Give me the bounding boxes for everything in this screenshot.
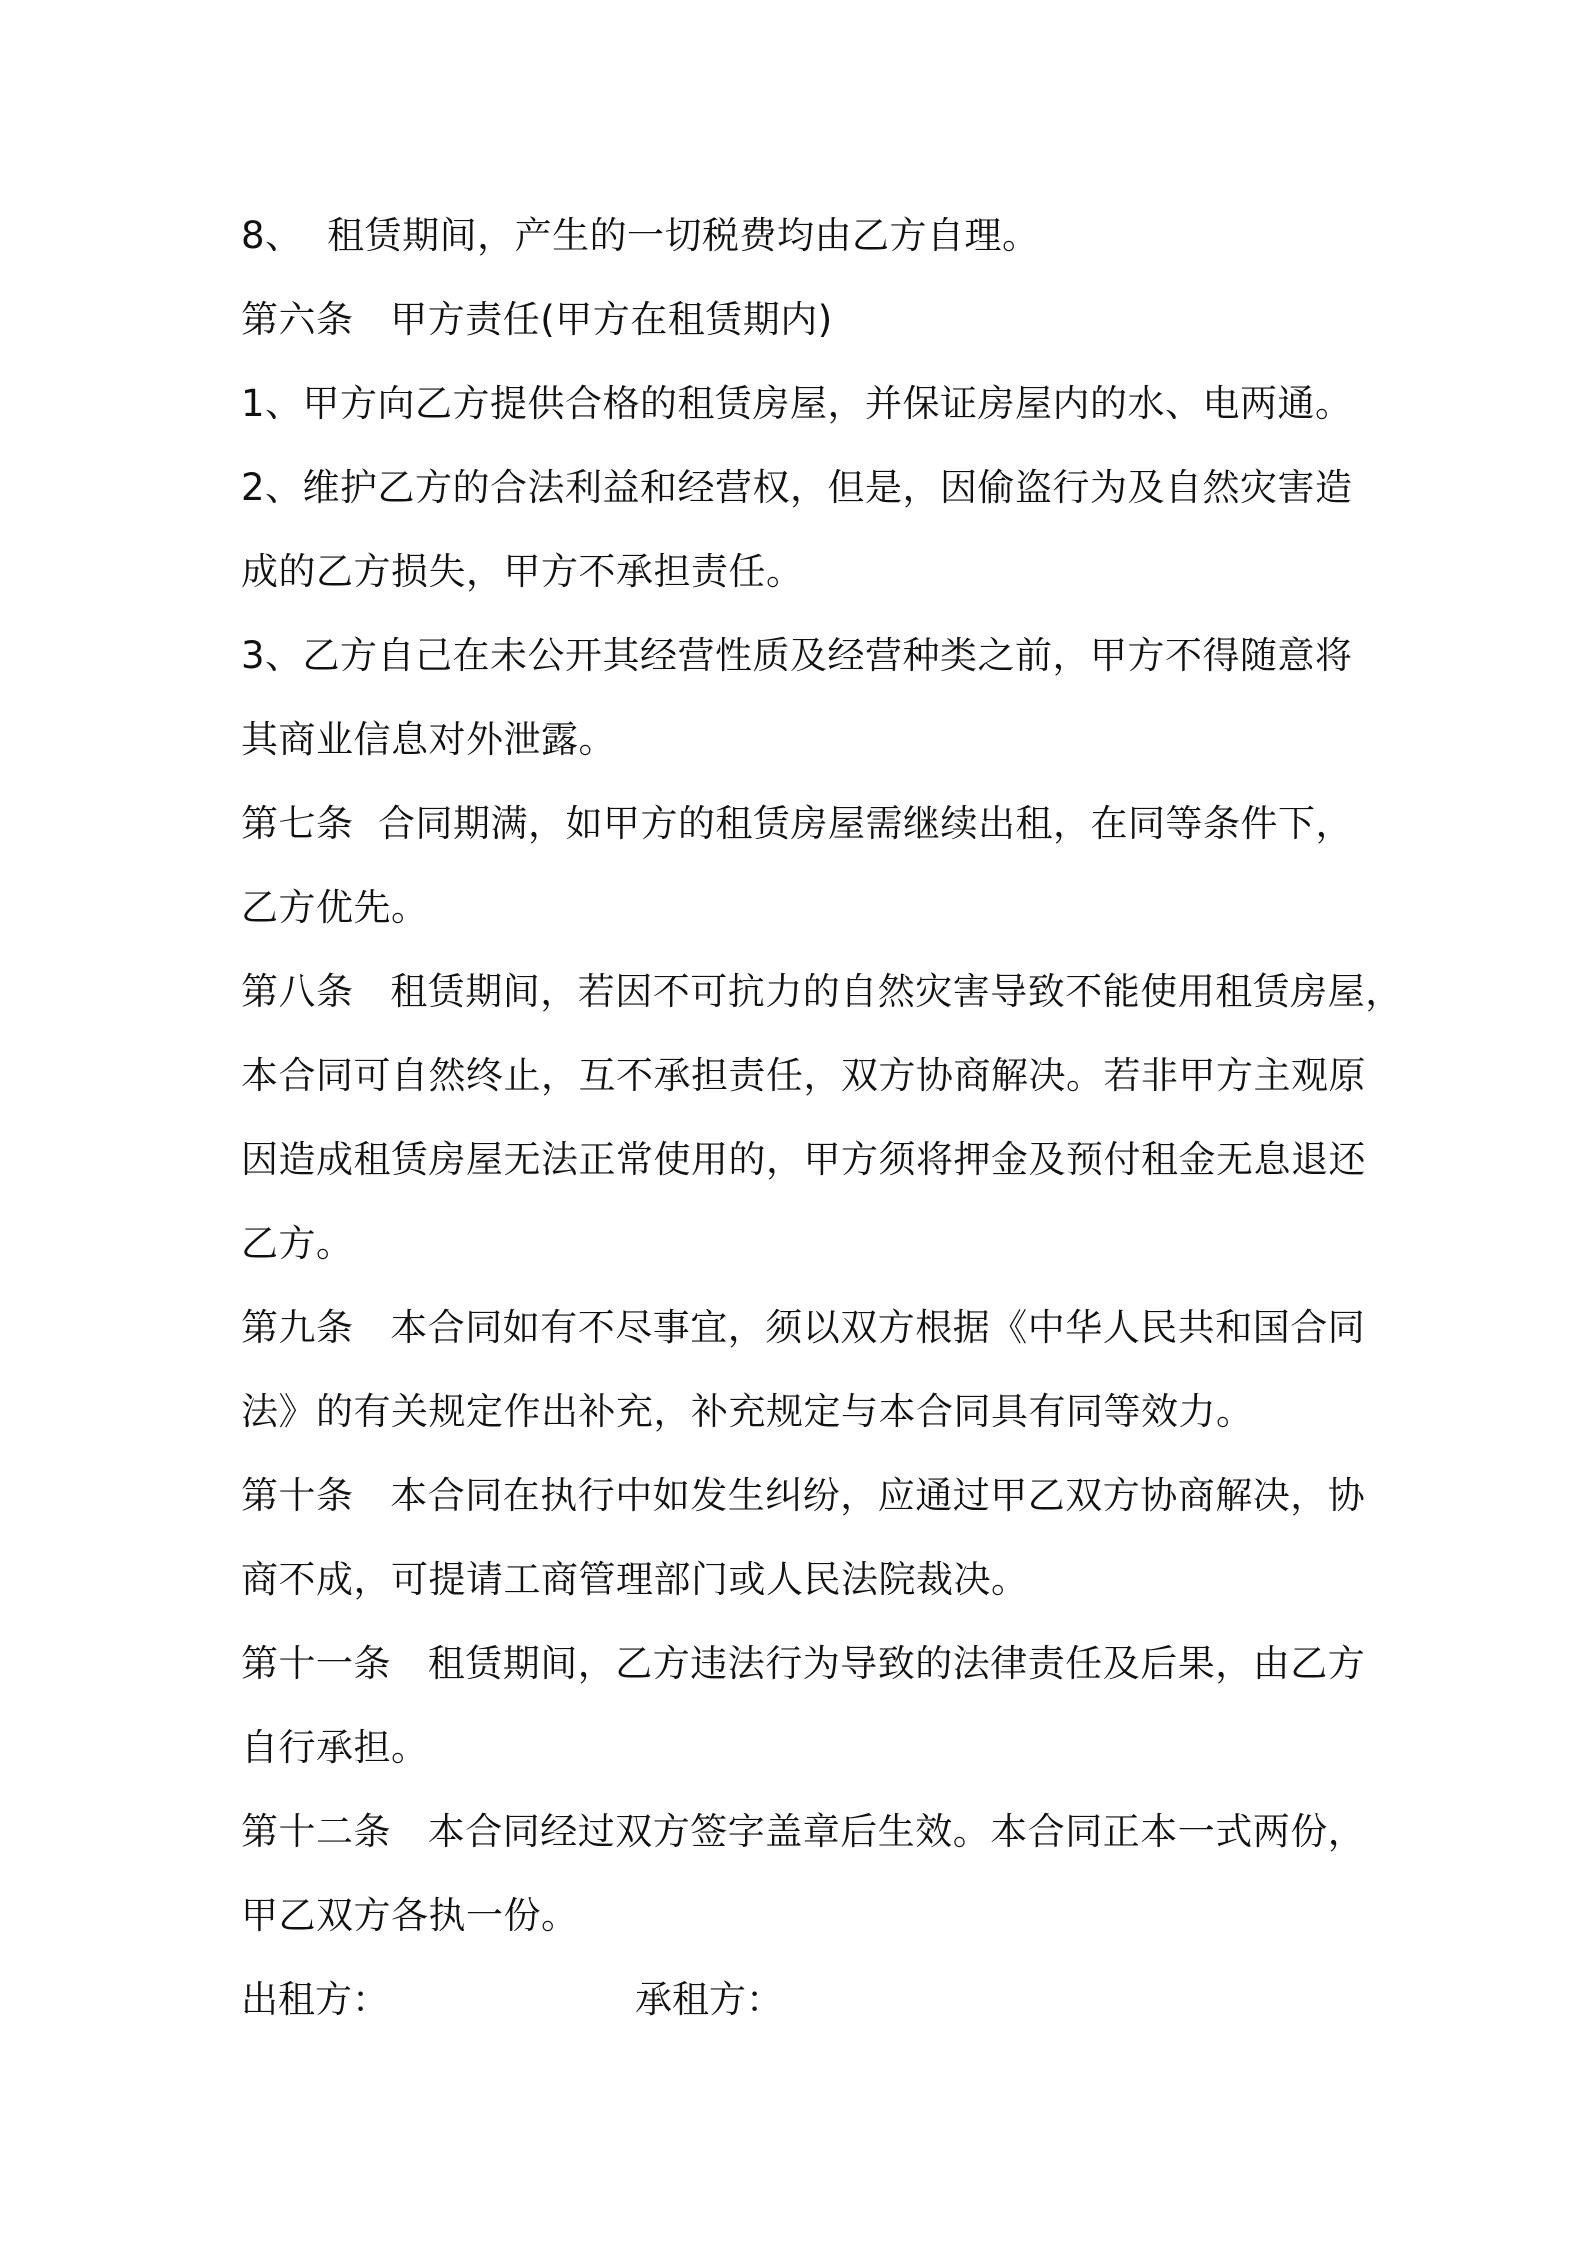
lessee-label: 承租方： — [635, 1978, 783, 2021]
article-8: 第八条 租赁期间，若因不可抗力的自然灾害导致不能使用租赁房屋， — [241, 970, 1403, 1013]
signature-row — [241, 1958, 1361, 2042]
lessor-label: 出租方： — [241, 1978, 389, 2021]
article-8-cont-1: 本合同可自然终止，互不承担责任，双方协商解决。若非甲方主观原 — [241, 1054, 1366, 1097]
article-6-item-3-cont: 其商业信息对外泄露。 — [241, 718, 616, 761]
article-9: 第九条 本合同如有不尽事宜，须以双方根据《中华人民共和国合同 — [241, 1306, 1366, 1349]
article-11: 第十一条 租赁期间，乙方违法行为导致的法律责任及后果，由乙方 — [241, 1642, 1366, 1685]
article-8-cont-2: 因造成租赁房屋无法正常使用的，甲方须将押金及预付租金无息退还 — [241, 1138, 1366, 1181]
contract-body — [241, 194, 1403, 2042]
article-12-cont: 甲乙双方各执一份。 — [241, 1894, 579, 1937]
article-6-item-1: 1、甲方向乙方提供合格的租赁房屋，并保证房屋内的水、电两通。 — [241, 382, 1353, 425]
article-8-cont-3: 乙方。 — [241, 1222, 354, 1265]
article-12: 第十二条 本合同经过双方签字盖章后生效。本合同正本一式两份， — [241, 1810, 1366, 1853]
article-6-item-3: 3、乙方自己在未公开其经营性质及经营种类之前，甲方不得随意将 — [241, 634, 1353, 677]
article-7: 第七条 合同期满，如甲方的租赁房屋需继续出租，在同等条件下， — [241, 802, 1354, 845]
article-6-heading: 第六条 甲方责任(甲方在租赁期内) — [241, 298, 833, 341]
article-6-item-2: 2、维护乙方的合法利益和经营权，但是，因偷盗行为及自然灾害造 — [241, 466, 1353, 509]
article-10-cont: 商不成，可提请工商管理部门或人民法院裁决。 — [241, 1558, 1029, 1601]
article-11-cont: 自行承担。 — [241, 1726, 429, 1769]
article-6-item-2-cont: 成的乙方损失，甲方不承担责任。 — [241, 550, 804, 593]
clause-line-1: 8、 租赁期间，产生的一切税费均由乙方自理。 — [241, 214, 1040, 257]
article-7-cont: 乙方优先。 — [241, 886, 429, 929]
article-9-cont: 法》的有关规定作出补充，补充规定与本合同具有同等效力。 — [241, 1390, 1254, 1433]
article-10: 第十条 本合同在执行中如发生纠纷，应通过甲乙双方协商解决，协 — [241, 1474, 1366, 1517]
